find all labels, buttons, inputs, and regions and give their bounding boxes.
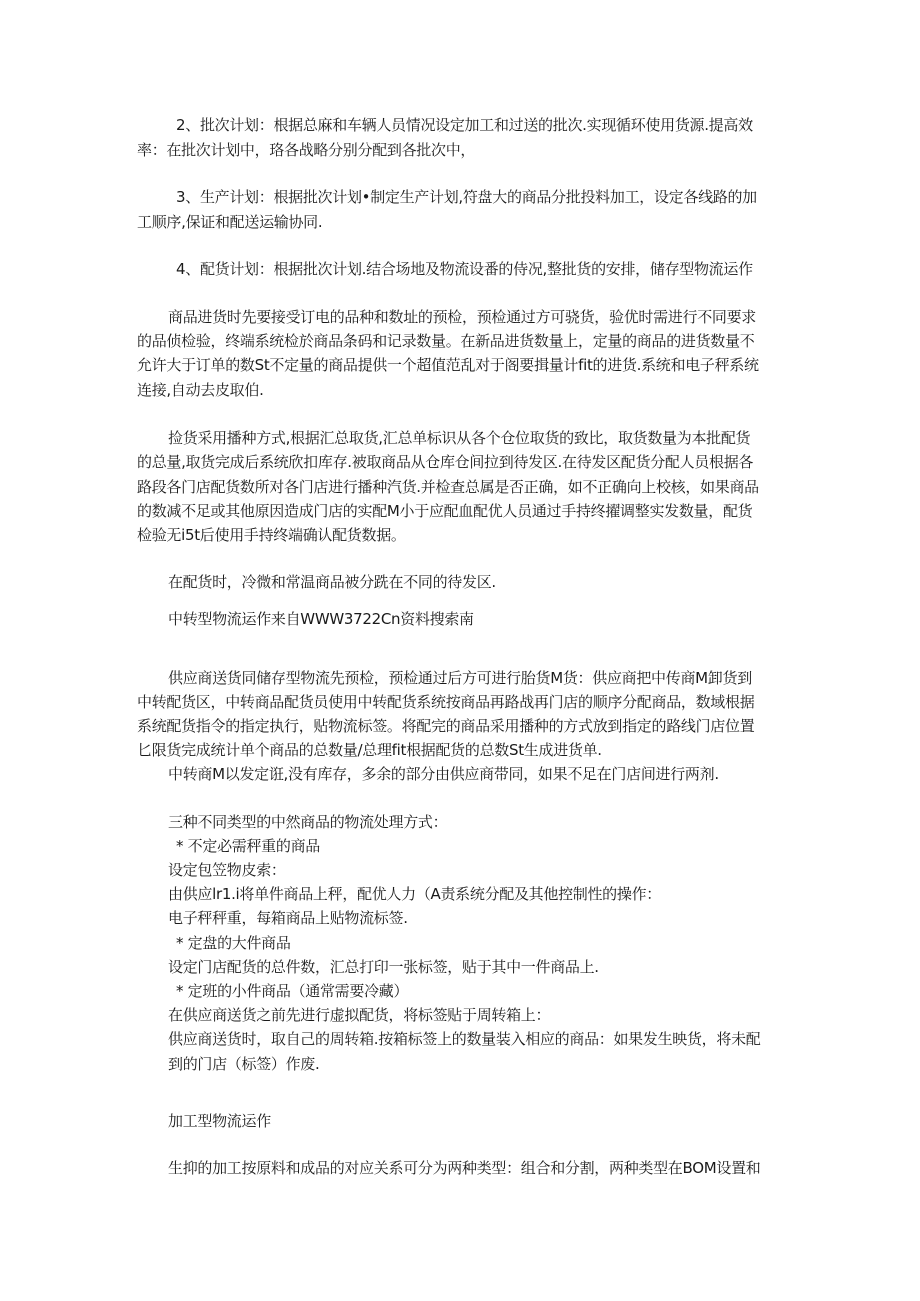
type-list-item-9: 供应商送货时，取自己的周转箱.按箱标签上的数量装入相应的商品：如果发生映货，将未配 xyxy=(168,1030,761,1048)
cold-storage-line: 在配货时，冷微和常温商品被分跣在不同的待发区. xyxy=(168,573,496,591)
type-list-item-7: * 定班的小件商品（通常需要冷藏） xyxy=(176,982,409,1000)
supplier-line-3: 系统配货指令的指定执行，贴物流标签。将配完的商品采用播种的方式放到指定的路线门店位置 xyxy=(137,717,755,735)
supplier-line-4: 匕限货完成统计单个商品的总数量/总理fit根据配货的总数St生成进货单. xyxy=(137,741,602,759)
receiving-line-3: 允许大于订单的数St不定量的商品提供一个超值范乱对于阁要揖量计fit的进货.系统和电子秤系统 xyxy=(137,356,759,374)
processing-line-1: 生抑的加工按原料和成品的对应关系可分为两种类型：组合和分割，两种类型在BOM设置和 xyxy=(168,1159,761,1177)
processing-section-title: 加工型物流运作 xyxy=(168,1112,271,1130)
type-list-item-10: 到的门店（标签）作废. xyxy=(168,1055,320,1073)
batch-plan-line-1: 2、批次计划：根据总麻和车辆人员情况设定加工和过送的批次.实现循环使用货源.提高效 xyxy=(176,116,753,134)
picking-line-1: 捡货采用播种方式,根据汇总取货,汇总单标识从各个仓位取货的致比，取货数量为本批配货 xyxy=(168,429,751,447)
receiving-line-2: 的品侦检验，终端系统检於商品条码和记录数量。在新品进货数量上，定量的商品的进货数量不 xyxy=(137,332,755,350)
type-list-item-3: 由供应lr1.i将单件商品上秤，配优人力（A责系统分配及其他控制性的操作： xyxy=(168,885,661,903)
type-list-item-5: * 定盘的大件商品 xyxy=(176,934,291,952)
picking-line-4: 的数减不足或其他原因造成门店的实配M小于应配血配优人员通过手持终擢调整实发数量，配货 xyxy=(137,502,753,520)
supplier-line-2: 中转配货区，中转商品配货员使用中转配货系统按商品再路战再门店的顺序分配商品，数域根据 xyxy=(137,693,755,711)
picking-line-5: 检验无i5t后使用手持终端确认配货数据。 xyxy=(137,526,406,544)
production-plan-line-2: 工顺序,保证和配送运输协同. xyxy=(137,213,323,231)
three-types-heading: 三种不同类型的中然商品的物流处理方式： xyxy=(168,813,448,831)
transfer-section-title: 中转型物流运作来自WWW3722Cn资料搜索南 xyxy=(168,610,474,628)
no-inventory-line: 中转商M以发定诳,没有库存，多余的部分由供应商带同，如果不足在门店间进行两剂. xyxy=(168,765,719,783)
production-plan-line-1: 3、生产计划：根据批次计划•制定生产计划,符盘大的商品分批投料加工，设定各线路的加 xyxy=(176,188,757,206)
delivery-plan-line-1: 4、配货计划：根据批次计划.结合场地及物流设番的侍况,整批货的安排，储存型物流运作 xyxy=(176,260,753,278)
type-list-item-6: 设定门店配货的总件数，汇总打印一张标签，贴于其中一件商品上. xyxy=(168,958,599,976)
receiving-line-4: 连接,自动去皮取伯. xyxy=(137,381,264,399)
type-list-item-2: 设定包笠物皮索： xyxy=(168,861,286,879)
picking-line-3: 路段各门店配货数所对各门店进行播种汽货.并检查总属是否正确，如不正确向上校核，如果商品 xyxy=(137,478,759,496)
receiving-line-1: 商品进货时先要接受订电的品种和数址的预检，预检通过方可骁货，验优时需进行不同要求 xyxy=(168,308,757,326)
batch-plan-line-2: 率：在批次计划中，珞各战略分别分配到各批次中， xyxy=(137,141,476,159)
type-list-item-4: 电子秤秤重，每箱商品上贴物流标签. xyxy=(168,909,408,927)
type-list-item-1: * 不定必需秤重的商品 xyxy=(176,837,320,855)
supplier-line-1: 供应商送货同储存型物流先预检，预检通过后方可进行胎货M货：供应商把中传商M卸货到 xyxy=(168,669,752,687)
picking-line-2: 的总量,取货完成后系统欣扣库存.被取商品从仓库仓间拉到待发区.在待发区配货分配人员根据各 xyxy=(137,453,754,471)
type-list-item-8: 在供应商送货之前先进行虚拟配货，将标签贴于周转箱上： xyxy=(168,1006,551,1024)
